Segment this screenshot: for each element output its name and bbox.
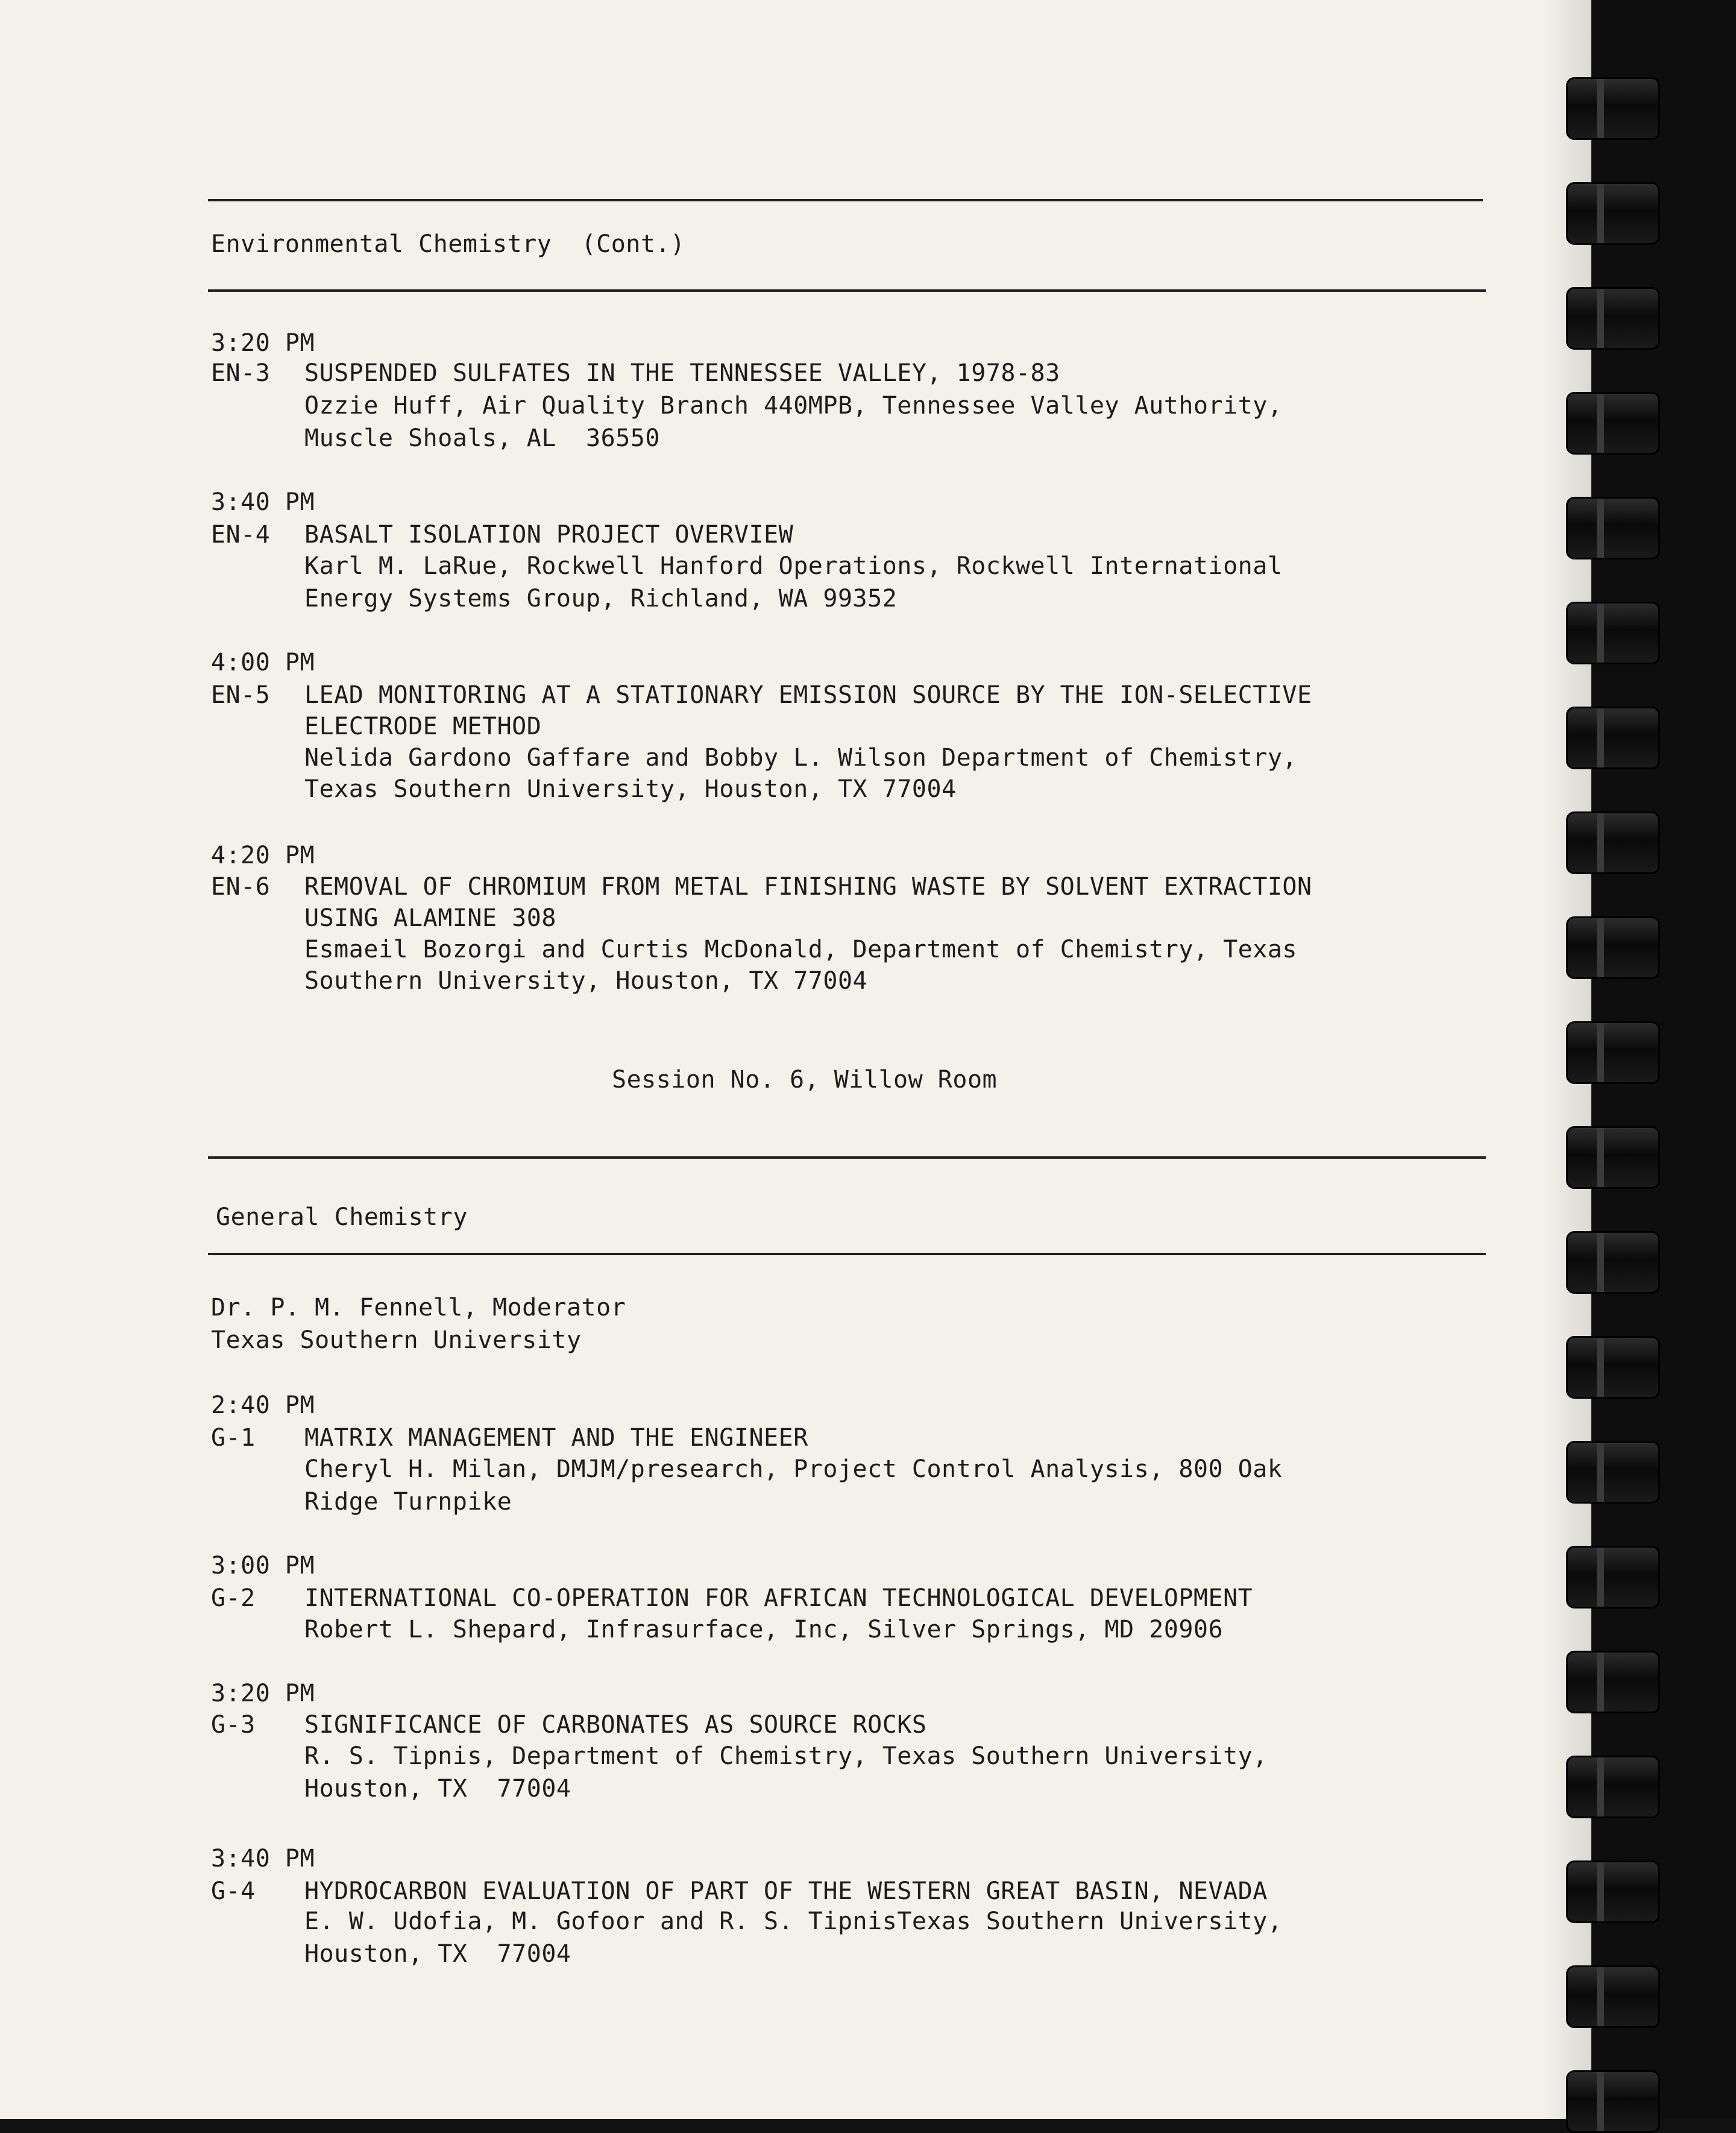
binding-coil [1566,2070,1660,2133]
entry-title: MATRIX MANAGEMENT AND THE ENGINEER [304,1424,808,1452]
entry-author-line: R. S. Tipnis, Department of Chemistry, Texas Southern University, [304,1742,1268,1770]
moderator-affiliation: Texas Southern University [211,1326,582,1354]
binding-coil [1566,1021,1660,1084]
session-heading: Session No. 6, Willow Room [612,1066,998,1094]
section-title-environmental: Environmental Chemistry (Cont.) [211,230,685,258]
section-title-general: General Chemistry [216,1203,468,1231]
section-rule [208,1253,1486,1255]
entry-author-line: Houston, TX 77004 [304,1940,571,1968]
entry-time: 3:00 PM [211,1552,315,1580]
entry-code: G-4 [211,1877,256,1905]
entry-time: 4:00 PM [211,649,315,676]
entry-author-line: Esmaeil Bozorgi and Curtis McDonald, Department of Chemistry, Texas [304,936,1297,963]
entry-author-line: Southern University, Houston, TX 77004 [304,967,868,995]
entry-title-continued: ELECTRODE METHOD [304,713,542,740]
entry-title: SIGNIFICANCE OF CARBONATES AS SOURCE ROCKS [304,1711,927,1739]
entry-code: EN-4 [211,521,271,549]
binding-coil [1566,77,1660,140]
binding-coil [1566,1860,1660,1923]
entry-title: HYDROCARBON EVALUATION OF PART OF THE WESTERN GREAT BASIN, NEVADA [304,1877,1268,1905]
binding-coil [1566,182,1660,245]
env-entry [211,646,1537,815]
env-entry [211,839,1537,1008]
entry-author-line: Nelida Gardono Gaffare and Bobby L. Wilson Department of Chemistry, [304,744,1297,772]
entry-author-line: Muscle Shoals, AL 36550 [304,424,660,452]
entry-author-line: Texas Southern University, Houston, TX 77004 [304,775,957,803]
binding-coil [1566,1231,1660,1294]
entry-title: BASALT ISOLATION PROJECT OVERVIEW [304,521,794,549]
entry-author-line: Houston, TX 77004 [304,1775,571,1803]
entry-time: 3:40 PM [211,1845,315,1873]
moderator-name: Dr. P. M. Fennell, Moderator [211,1294,626,1322]
binding-coil [1566,602,1660,664]
top-rule [208,199,1483,201]
env-entry [211,327,1537,459]
binding-coil [1566,1651,1660,1713]
entry-code: G-1 [211,1424,256,1452]
binding-coil [1566,707,1660,769]
entry-title-continued: USING ALAMINE 308 [304,904,556,932]
binding-coil [1566,497,1660,559]
gen-entry [211,1549,1537,1652]
entry-author-line: Robert L. Shepard, Infrasurface, Inc, Silver Springs, MD 20906 [304,1616,1224,1643]
binding-coil [1566,1336,1660,1399]
gen-entry [211,1677,1537,1810]
entry-time: 4:20 PM [211,842,315,869]
entry-title: LEAD MONITORING AT A STATIONARY EMISSION SOURCE BY THE ION-SELECTIVE [304,681,1312,709]
entry-time: 3:40 PM [211,488,315,516]
entry-code: EN-5 [211,681,271,709]
section-rule [208,289,1486,292]
binding-coil [1566,392,1660,455]
entry-author-line: Karl M. LaRue, Rockwell Hanford Operations, Rockwell International [304,552,1283,580]
entry-author-line: Energy Systems Group, Richland, WA 99352 [304,585,898,613]
binding-coil [1566,1441,1660,1504]
binding-coil [1566,1126,1660,1189]
gen-entry [211,1842,1537,1975]
binding-coil [1566,811,1660,874]
gen-entry [211,1389,1537,1522]
entry-author-line: Cheryl H. Milan, DMJM/presearch, Project Control Analysis, 800 Oak [304,1455,1283,1483]
entry-code: EN-6 [211,873,271,901]
entry-code: EN-3 [211,359,271,387]
entry-title: REMOVAL OF CHROMIUM FROM METAL FINISHING WASTE BY SOLVENT EXTRACTION [304,873,1312,901]
entry-time: 3:20 PM [211,1680,315,1707]
entry-author-line: Ozzie Huff, Air Quality Branch 440MPB, Tennessee Valley Authority, [304,392,1283,420]
section-rule [208,1156,1486,1159]
entry-author-line: E. W. Udofia, M. Gofoor and R. S. TipnisTexas Southern University, [304,1908,1283,1935]
entry-title: SUSPENDED SULFATES IN THE TENNESSEE VALLEY, 1978-83 [304,359,1060,387]
entry-time: 3:20 PM [211,329,315,357]
env-entry [211,486,1537,619]
binding-coil [1566,287,1660,350]
entry-code: G-2 [211,1584,256,1612]
entry-code: G-3 [211,1711,256,1739]
binding-coil [1566,916,1660,979]
entry-author-line: Ridge Turnpike [304,1488,512,1516]
entry-title: INTERNATIONAL CO-OPERATION FOR AFRICAN TECHNOLOGICAL DEVELOPMENT [304,1584,1253,1612]
binding-coil [1566,1965,1660,2028]
entry-time: 2:40 PM [211,1391,315,1419]
binding-coil [1566,1756,1660,1818]
binding-coil [1566,1546,1660,1608]
